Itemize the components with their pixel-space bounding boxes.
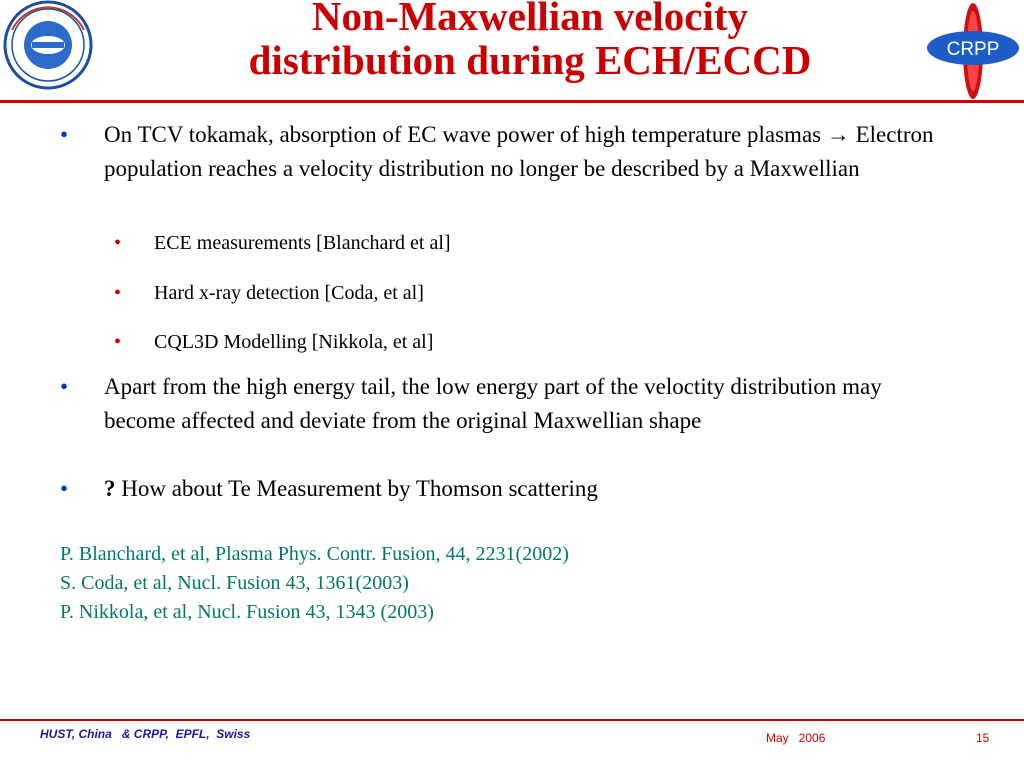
sub-bullet-dot: • xyxy=(114,282,122,304)
title-line-1: Non-Maxwellian velocity xyxy=(311,0,749,39)
page-number: 15 xyxy=(976,731,990,745)
bullet-text-content: How about Te Measurement by Thomson scattering xyxy=(121,476,598,501)
sub-bullet-dot: • xyxy=(114,232,122,254)
hust-logo xyxy=(2,0,94,90)
bullet-dot: • xyxy=(60,374,69,399)
bullet-item xyxy=(60,370,960,472)
reference-item: P. Blanchard, et al, Plasma Phys. Contr. Fusion, 44, 2231(2002) xyxy=(60,543,569,565)
bullet-dot: • xyxy=(60,122,69,147)
title-divider xyxy=(0,100,1024,103)
bullet-item xyxy=(60,118,960,220)
footer-date: May 2006 xyxy=(766,731,826,745)
reference-item: P. Nikkola, et al, Nucl. Fusion 43, 1343 (2003) xyxy=(60,601,434,623)
bullet-text: On TCV tokamak, absorption of EC wave power of high temperature plasmas → Electron population reaches a velocity distribution no longer be described by a Maxwellian xyxy=(104,122,934,181)
sub-bullet-dot: • xyxy=(114,331,122,353)
bullet-text xyxy=(104,472,598,506)
bullet-text: Apart from the high energy tail, the low energy part of the veloctity distribution may become affected and deviate from the original Maxwellian shape xyxy=(104,374,882,433)
sub-bullet-text: ECE measurements [Blanchard et al] xyxy=(154,232,451,254)
slide-title xyxy=(130,0,930,82)
question-mark: ? xyxy=(104,476,116,501)
footer-divider xyxy=(0,719,1024,721)
title-line-2: distribution during ECH/ECCD xyxy=(248,37,812,83)
sub-bullet-text: CQL3D Modelling [Nikkola, et al] xyxy=(154,331,434,353)
footer-affiliation: HUST, China & CRPP, EPFL, Swiss xyxy=(40,727,251,741)
crpp-logo-text: CRPP xyxy=(946,39,1000,60)
bullet-item xyxy=(60,472,960,506)
bullet-dot: • xyxy=(60,476,69,501)
sub-bullet-text: Hard x-ray detection [Coda, et al] xyxy=(154,282,424,304)
crpp-logo xyxy=(922,0,1024,102)
reference-item: S. Coda, et al, Nucl. Fusion 43, 1361(2003) xyxy=(60,572,409,594)
